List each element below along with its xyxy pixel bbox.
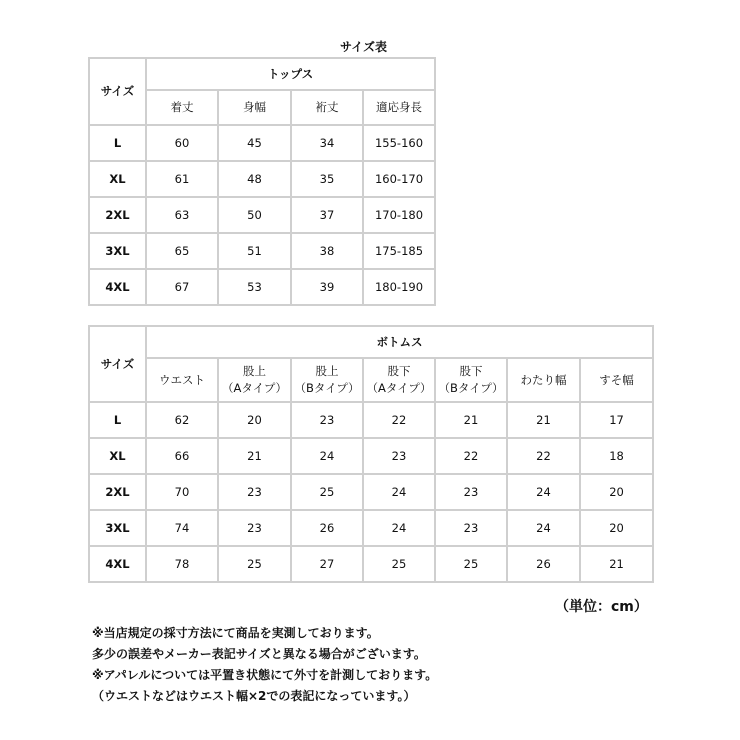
value-cell: 180-190 — [363, 269, 435, 305]
column-header-line1: すそ幅 — [599, 372, 634, 387]
size-chart-title: サイズ表 — [340, 40, 388, 54]
tops-group-header: トップス — [146, 58, 435, 90]
value-cell: 35 — [291, 161, 363, 197]
value-cell: 23 — [435, 510, 507, 546]
table-row — [89, 125, 435, 161]
value-cell: 23 — [363, 438, 435, 474]
size-cell: 4XL — [89, 546, 146, 582]
size-cell: 2XL — [89, 474, 146, 510]
value-cell: 74 — [146, 510, 218, 546]
value-cell: 24 — [363, 510, 435, 546]
value-cell: 25 — [218, 546, 291, 582]
notes-block — [92, 623, 437, 707]
bottoms-size-table — [88, 325, 654, 583]
tops-column-header: 裄丈 — [291, 90, 363, 125]
value-cell: 22 — [435, 438, 507, 474]
bottoms-group-header: ボトムス — [146, 326, 653, 358]
column-header-line1: 股下 — [459, 364, 483, 378]
note-line: 多少の誤差やメーカー表記サイズと異なる場合がございます。 — [92, 647, 426, 661]
value-cell: 18 — [580, 438, 653, 474]
column-header-line1: わたり幅 — [520, 372, 567, 387]
value-cell: 60 — [146, 125, 218, 161]
value-cell: 50 — [218, 197, 291, 233]
value-cell: 21 — [218, 438, 291, 474]
value-cell: 24 — [291, 438, 363, 474]
unit-label: （単位：cm） — [555, 599, 648, 615]
value-cell: 70 — [146, 474, 218, 510]
value-cell: 27 — [291, 546, 363, 582]
bottoms-size-header: サイズ — [89, 326, 146, 402]
value-cell: 23 — [291, 402, 363, 438]
value-cell: 24 — [363, 474, 435, 510]
value-cell: 66 — [146, 438, 218, 474]
tops-size-header: サイズ — [89, 58, 146, 125]
size-cell: 4XL — [89, 269, 146, 305]
value-cell: 25 — [435, 546, 507, 582]
bottoms-column-header — [507, 358, 580, 402]
column-header-line1: 股上 — [243, 364, 266, 378]
value-cell: 22 — [363, 402, 435, 438]
bottoms-column-header — [363, 358, 435, 402]
value-cell: 21 — [435, 402, 507, 438]
bottoms-column-header — [435, 358, 507, 402]
bottoms-column-header — [218, 358, 291, 402]
value-cell: 65 — [146, 233, 218, 269]
bottoms-column-header — [146, 358, 218, 402]
note-line: ※アパレルについては平置き状態にて外寸を計測しております。 — [92, 668, 438, 682]
table-row — [89, 510, 653, 546]
note-line: （ウエストなどはウエスト幅×2での表記になっています。） — [92, 689, 416, 703]
column-header-line1: ウエスト — [159, 372, 205, 387]
column-header-line2: （Aタイプ） — [366, 381, 432, 395]
note-line: ※当店規定の採寸方法にて商品を実測しております。 — [92, 626, 379, 640]
tops-column-header: 着丈 — [146, 90, 218, 125]
bottoms-column-header — [580, 358, 653, 402]
value-cell: 24 — [507, 474, 580, 510]
value-cell: 45 — [218, 125, 291, 161]
value-cell: 20 — [218, 402, 291, 438]
table-row — [89, 474, 653, 510]
value-cell: 170-180 — [363, 197, 435, 233]
value-cell: 21 — [580, 546, 653, 582]
value-cell: 61 — [146, 161, 218, 197]
value-cell: 25 — [363, 546, 435, 582]
value-cell: 22 — [507, 438, 580, 474]
size-cell: XL — [89, 161, 146, 197]
value-cell: 23 — [218, 474, 291, 510]
value-cell: 20 — [580, 474, 653, 510]
value-cell: 21 — [507, 402, 580, 438]
value-cell: 63 — [146, 197, 218, 233]
value-cell: 34 — [291, 125, 363, 161]
column-header-line2: （Bタイプ） — [438, 381, 504, 395]
size-cell: XL — [89, 438, 146, 474]
value-cell: 23 — [435, 474, 507, 510]
column-header-line1: 股上 — [315, 364, 339, 378]
value-cell: 25 — [291, 474, 363, 510]
size-cell: 3XL — [89, 510, 146, 546]
column-header-line2: （Aタイプ） — [222, 381, 287, 395]
value-cell: 155-160 — [363, 125, 435, 161]
value-cell: 37 — [291, 197, 363, 233]
tops-size-table — [88, 57, 436, 306]
table-row — [89, 233, 435, 269]
column-header-line2: （Bタイプ） — [294, 381, 360, 395]
table-row — [89, 438, 653, 474]
table-row — [89, 546, 653, 582]
value-cell: 17 — [580, 402, 653, 438]
size-cell: L — [89, 125, 146, 161]
value-cell: 26 — [507, 546, 580, 582]
value-cell: 51 — [218, 233, 291, 269]
value-cell: 23 — [218, 510, 291, 546]
size-cell: 2XL — [89, 197, 146, 233]
value-cell: 39 — [291, 269, 363, 305]
bottoms-column-header — [291, 358, 363, 402]
table-row — [89, 402, 653, 438]
value-cell: 62 — [146, 402, 218, 438]
value-cell: 78 — [146, 546, 218, 582]
value-cell: 175-185 — [363, 233, 435, 269]
tops-column-header: 身幅 — [218, 90, 291, 125]
value-cell: 53 — [218, 269, 291, 305]
column-header-line1: 股下 — [387, 364, 411, 378]
size-cell: L — [89, 402, 146, 438]
table-row — [89, 269, 435, 305]
value-cell: 38 — [291, 233, 363, 269]
value-cell: 26 — [291, 510, 363, 546]
tops-column-header: 適応身長 — [363, 90, 435, 125]
value-cell: 20 — [580, 510, 653, 546]
value-cell: 24 — [507, 510, 580, 546]
table-row — [89, 197, 435, 233]
size-cell: 3XL — [89, 233, 146, 269]
value-cell: 48 — [218, 161, 291, 197]
table-row — [89, 161, 435, 197]
value-cell: 160-170 — [363, 161, 435, 197]
value-cell: 67 — [146, 269, 218, 305]
